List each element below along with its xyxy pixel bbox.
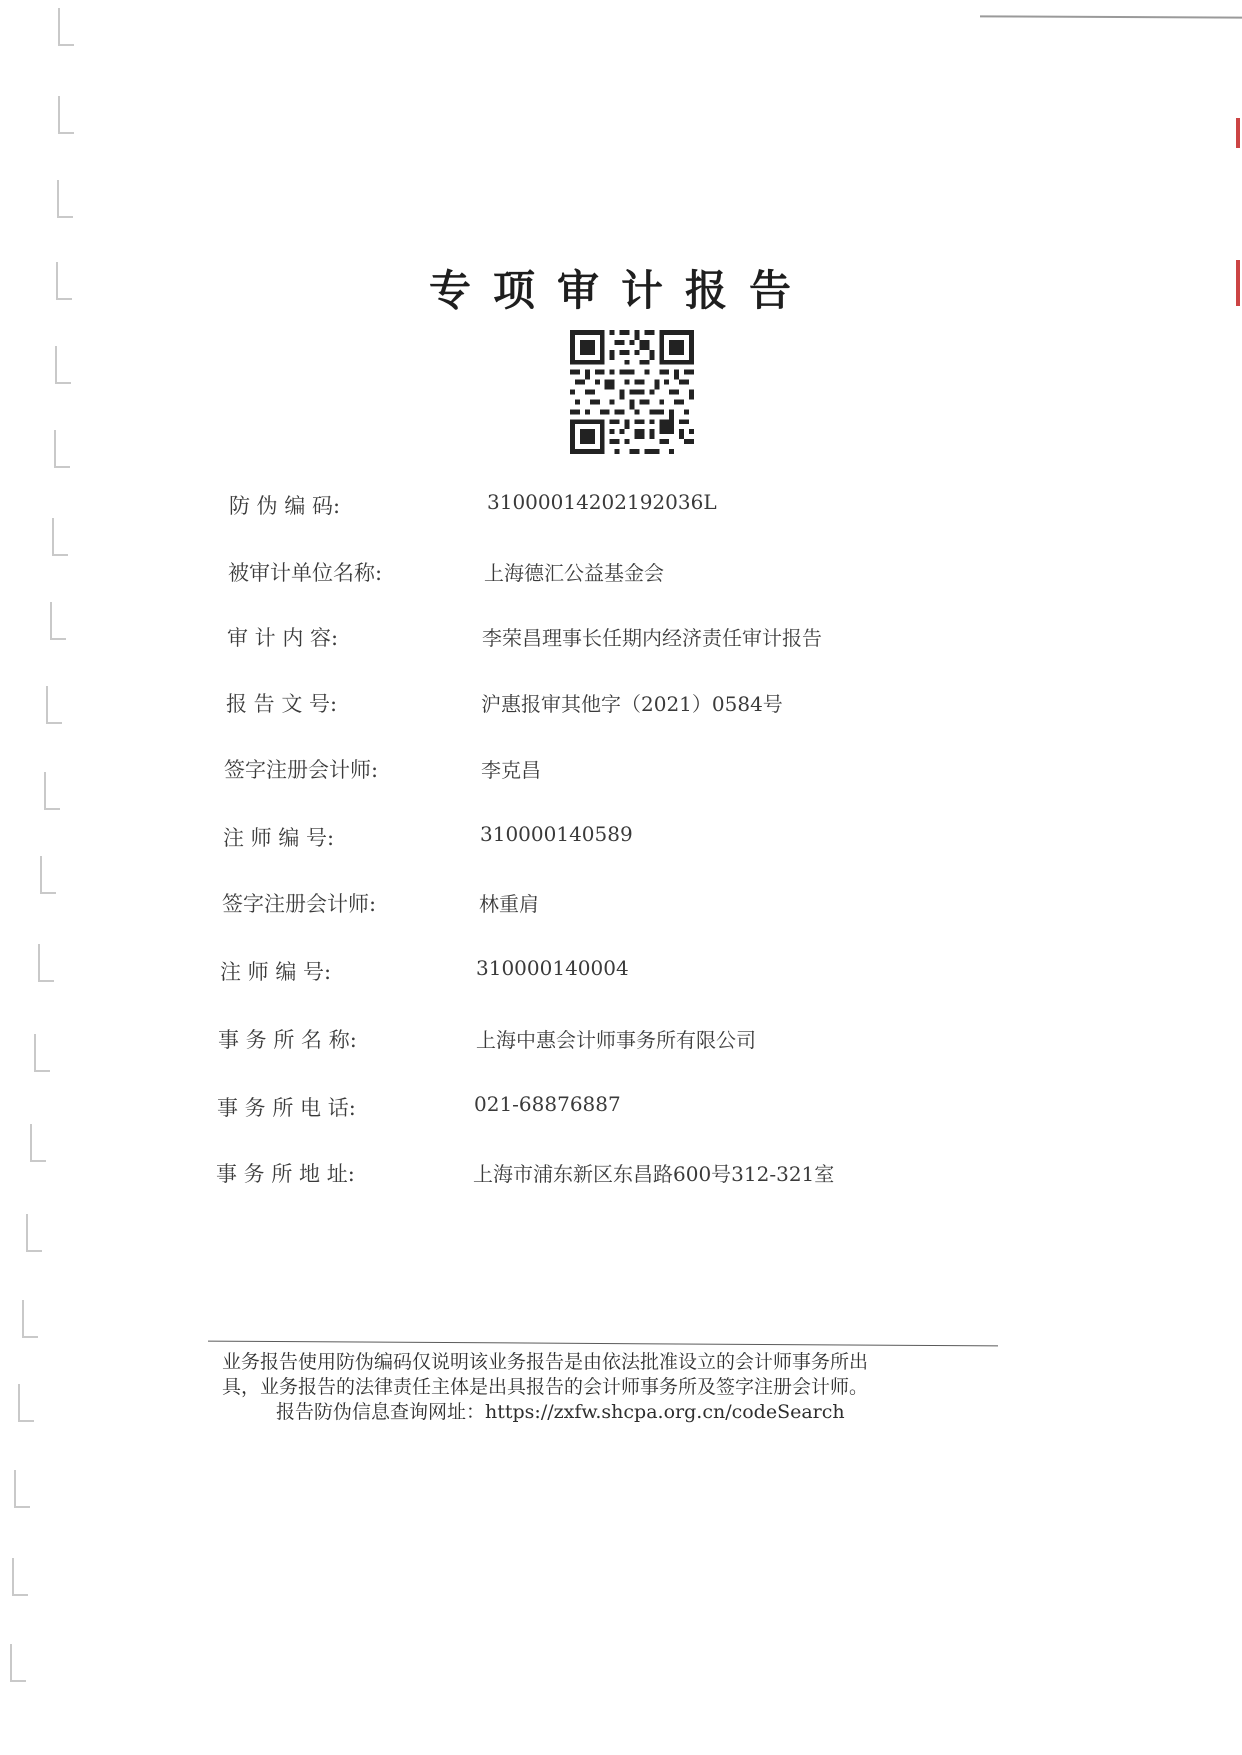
footer-disclaimer	[222, 1350, 1002, 1425]
field-value: 李克昌	[481, 758, 541, 782]
field-row-signing-cpa-1	[0, 754, 1242, 794]
field-row-cpa-number-1	[0, 822, 1242, 862]
footer-line-1: 业务报告使用防伪编码仅说明该业务报告是由依法批准设立的会计师事务所出	[222, 1351, 869, 1373]
field-row-firm-name	[0, 1024, 1242, 1064]
field-value: 上海中惠会计师事务所有限公司	[476, 1028, 756, 1052]
field-value: 310000140004	[476, 956, 629, 980]
field-label: 注 师 编 号:	[223, 826, 335, 850]
field-value: 沪惠报审其他字（2021）0584号	[481, 692, 783, 716]
field-label: 审 计 内 容:	[227, 626, 339, 650]
scan-top-rule	[980, 15, 1242, 18]
field-row-signing-cpa-2	[0, 888, 1242, 928]
field-value: 上海德汇公益基金会	[484, 561, 664, 585]
qr-code-icon[interactable]	[570, 330, 694, 454]
field-row-anti-counterfeit-code	[0, 490, 1242, 530]
field-label: 事 务 所 名 称:	[218, 1028, 357, 1052]
field-value: 310000140589	[480, 822, 633, 846]
footer-divider	[208, 1341, 998, 1347]
field-label: 被审计单位名称:	[228, 561, 383, 585]
field-value: 021-68876887	[474, 1092, 621, 1116]
field-value: 上海市浦东新区东昌路600号312-321室	[473, 1162, 835, 1186]
field-row-firm-phone	[0, 1092, 1242, 1132]
field-row-audited-entity	[0, 557, 1242, 597]
field-label: 报 告 文 号:	[226, 692, 338, 716]
scan-edge-speck	[1236, 118, 1240, 148]
field-value: 李荣昌理事长任期内经济责任审计报告	[482, 626, 822, 650]
field-value: 31000014202192036L	[487, 490, 717, 514]
field-row-report-number	[0, 688, 1242, 728]
field-label: 签字注册会计师:	[224, 758, 379, 782]
field-row-firm-address	[0, 1158, 1242, 1198]
footer-verification-link[interactable]: 报告防伪信息查询网址：https://zxfw.shcpa.org.cn/codeSearch	[276, 1401, 845, 1423]
field-label: 事 务 所 电 话:	[217, 1096, 356, 1120]
field-label: 注 师 编 号:	[220, 960, 332, 984]
field-label: 防 伪 编 码:	[229, 494, 341, 518]
field-row-audit-content	[0, 622, 1242, 662]
report-title: 专项审计报告	[428, 266, 813, 315]
field-label: 事 务 所 地 址:	[216, 1162, 355, 1186]
footer-line-2: 具，业务报告的法律责任主体是出具报告的会计师事务所及签字注册会计师。	[222, 1376, 869, 1398]
field-label: 签字注册会计师:	[222, 892, 377, 916]
field-value: 林重肩	[479, 892, 539, 916]
field-row-cpa-number-2	[0, 956, 1242, 996]
